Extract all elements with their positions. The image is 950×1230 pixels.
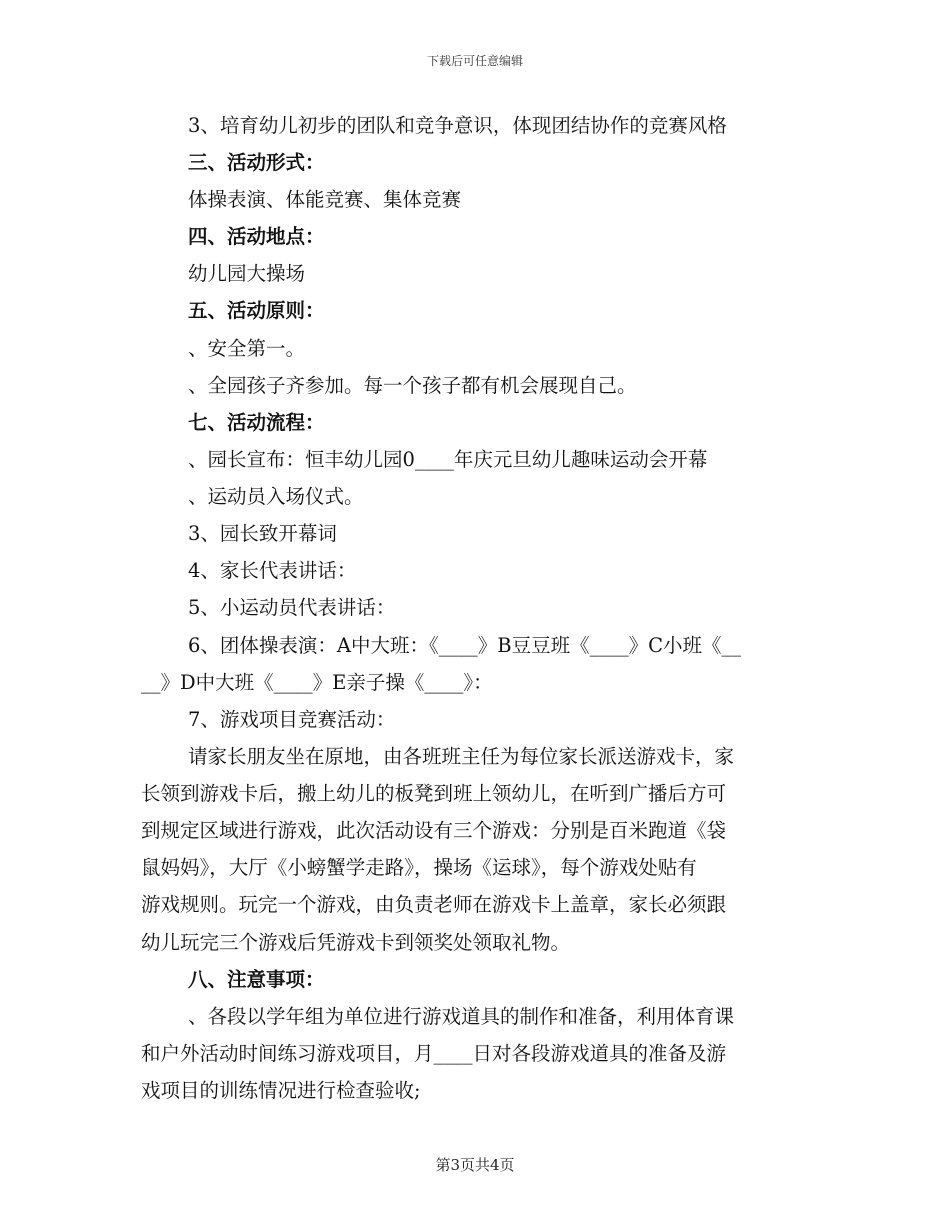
paragraph-line-17: 请家长朋友坐在原地，由各班班主任为每位家长派送游戏卡，家: [188, 745, 735, 768]
text-line-16: 7、游戏项目竞赛活动：: [188, 708, 396, 731]
text-line-15: __》D中大班《____》E亲子操《____》：: [141, 671, 493, 694]
section-heading-4: 四、活动地点：: [188, 225, 325, 248]
text-line-13: 5、小运动员代表讲话：: [188, 596, 396, 619]
page-footer: 第3页共4页: [435, 1156, 515, 1174]
text-line-10: 、运动员入场仪式。: [188, 485, 364, 508]
paragraph-line-19: 到规定区域进行游戏，此次活动设有三个游戏：分别是百米跑道《袋: [141, 819, 727, 842]
section-heading-5: 五、活动原则：: [188, 299, 325, 322]
paragraph-line-26: 戏项目的训练情况进行检查验收;: [141, 1079, 421, 1102]
text-line-2: 体操表演、体能竞赛、集体竞赛: [188, 188, 462, 211]
text-line-9: 、园长宣布：恒丰幼儿园0____年庆元旦幼儿趣味运动会开幕: [188, 448, 708, 471]
text-line-11: 3、园长致开幕词: [188, 522, 337, 545]
text-line-12: 4、家长代表讲话：: [188, 559, 357, 582]
text-line-6: 、安全第一。: [188, 337, 306, 360]
paragraph-line-21: 游戏规则。玩完一个游戏，由负责老师在游戏卡上盖章，家长必须跟: [141, 893, 727, 916]
text-line-0: 3、培育幼儿初步的团队和竞争意识，体现团结协作的竞赛风格: [188, 114, 727, 137]
paragraph-line-25: 和户外活动时间练习游戏项目，月____日对各段游戏道具的准备及游: [141, 1042, 727, 1065]
section-heading-7: 七、活动流程：: [188, 411, 325, 434]
paragraph-line-18: 长领到游戏卡后，搬上幼儿的板凳到班上领幼儿，在听到广播后方可: [141, 782, 727, 805]
text-line-4: 幼儿园大操场: [188, 262, 306, 285]
page-header: 下载后可任意编辑: [426, 54, 523, 68]
paragraph-line-20: 鼠妈妈》，大厅《小螃蟹学走路》，操场《运球》，每个游戏处贴有: [141, 856, 697, 879]
section-heading-3: 三、活动形式：: [188, 151, 325, 174]
paragraph-line-22: 幼儿玩完三个游戏后凭游戏卡到领奖处领取礼物。: [141, 931, 571, 954]
section-heading-8: 八、注意事项：: [188, 968, 325, 991]
text-line-14: 6、团体操表演：A中大班：《____》B豆豆班《____》C小班《__: [188, 634, 741, 657]
text-line-7: 、全园孩子齐参加。每一个孩子都有机会展现自己。: [188, 374, 637, 397]
paragraph-line-24: 、各段以学年组为单位进行游戏道具的制作和准备，利用体育课: [188, 1005, 735, 1028]
